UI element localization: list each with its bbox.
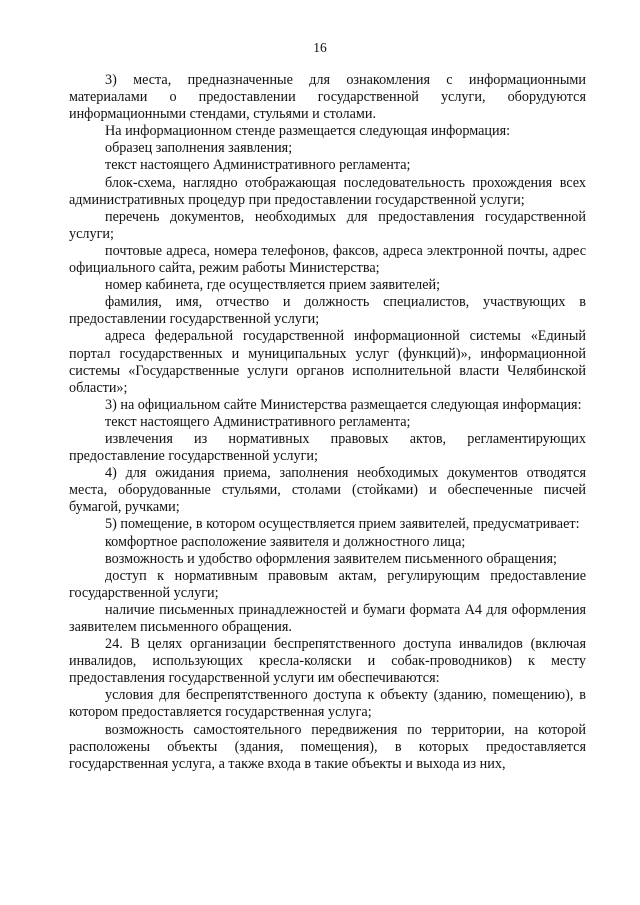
list-item: возможность самостоятельного передвижения по территории, на которой расположены объекты (здания, помещения), в которых предоставляется государственная услуга, а также входа в такие объекты и выхода из них, [69, 721, 586, 772]
list-item: адреса федеральной государственной информационной системы «Единый портал государственных и муниципальных услуг (функций)», информационной системы «Государственные услуги органов исполнительной власти Челябинской области»; [69, 328, 586, 396]
list-item: текст настоящего Административного регламента; [105, 157, 411, 174]
paragraph: 5) помещение, в котором осуществляется прием заявителей, предусматривает: [105, 516, 580, 533]
paragraph: 24. В целях организации беспрепятственного доступа инвалидов (включая инвалидов, использующих кресла-коляски и собак-проводников) к месту предоставления государственной услуги им обеспечиваются: [69, 636, 586, 687]
paragraph: На информационном стенде размещается следующая информация: [105, 123, 511, 140]
paragraph: 3) на официальном сайте Министерства размещается следующая информация: [105, 396, 582, 413]
page-number: 16 [313, 40, 327, 55]
list-item: текст настоящего Административного регламента; [105, 413, 411, 430]
document-body [69, 72, 586, 773]
list-item: блок-схема, наглядно отображающая последовательность прохождения всех административных процедур при предоставлении государственной услуги; [69, 174, 586, 208]
list-item: фамилия, имя, отчество и должность специалистов, участвующих в предоставлении государственной услуги; [69, 294, 586, 328]
paragraph: 3) места, предназначенные для ознакомления с информационными материалами о предоставлении государственной услуги, оборудуются информационными стендами, стульями и столами. [69, 72, 586, 123]
list-item: почтовые адреса, номера телефонов, факсов, адреса электронной почты, адрес официального сайта, режим работы Министерства; [69, 242, 586, 277]
list-item: извлечения из нормативных правовых актов, регламентирующих предоставление государственной услуги; [69, 430, 586, 465]
paragraph: 4) для ожидания приема, заполнения необходимых документов отводятся места, оборудованные стульями, столами (стойками) и обеспеченные писчей бумагой, ручками; [69, 465, 586, 516]
list-item: номер кабинета, где осуществляется прием заявителей; [105, 277, 441, 294]
list-item: комфортное расположение заявителя и должностного лица; [105, 533, 466, 550]
list-item: перечень документов, необходимых для предоставления государственной услуги; [69, 208, 586, 242]
list-item: возможность и удобство оформления заявителем письменного обращения; [105, 550, 557, 567]
list-item: условия для беспрепятственного доступа к объекту (зданию, помещению), в котором предоставляется государственная услуга; [69, 687, 586, 721]
list-item: образец заполнения заявления; [105, 140, 293, 157]
list-item: доступ к нормативным правовым актам, регулирующим предоставление государственной услуги; [69, 567, 586, 601]
list-item: наличие письменных принадлежностей и бумаги формата А4 для оформления заявителем письменного обращения. [69, 601, 586, 635]
